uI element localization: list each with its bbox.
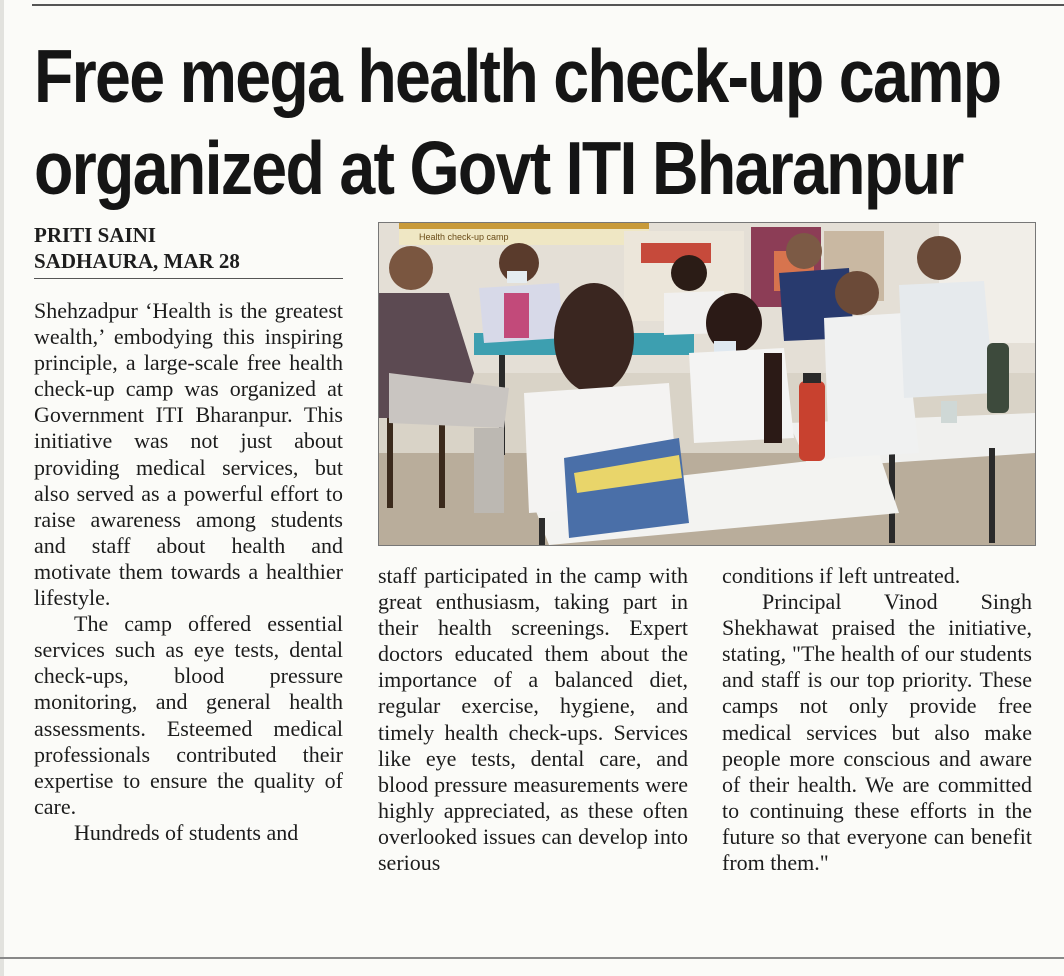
headline (34, 30, 1001, 214)
article-paragraph: conditions if left untreated. (722, 563, 961, 588)
headline-line-2: organized at Govt ITI Bharanpur (34, 126, 963, 210)
byline-author: PRITI SAINI (34, 223, 156, 247)
article-paragraph: The camp offered essential services such as eye tests, dental check-ups, blood pressure monitoring, and general health assessments. Esteemed medical professionals contributed their expertise to ensure the quality of care. (34, 611, 343, 819)
photo-banner-text: Health check-up camp (419, 232, 509, 242)
byline-rule (34, 278, 343, 279)
page-edge (0, 0, 4, 976)
article-column-3 (722, 563, 1032, 876)
top-rule (32, 4, 1064, 6)
news-photo (378, 222, 1036, 546)
article-paragraph: Shehzadpur ‘Health is the greatest wealth,’ embodying this inspiring principle, a large-scale free health check-up camp was organized at Government ITI Bharanpur. This initiative was not just about providing medical services, but also served as a powerful effort to raise awareness among students and staff about health and motivate them towards a healthier lifestyle. (34, 298, 343, 611)
bottom-rule (0, 957, 1064, 959)
article-paragraph: staff participated in the camp with great enthusiasm, taking part in their health screenings. Expert doctors educated them about the importance of a balanced diet, regular exercise, hygiene, and timely health check-ups. Services like eye tests, dental care, and blood pressure measurements were highly appreciated, as these often overlooked issues can develop into serious (378, 563, 688, 876)
article-column-1 (34, 298, 343, 846)
byline (34, 222, 342, 274)
headline-line-1: Free mega health check-up camp (34, 34, 1001, 118)
article-column-2 (378, 563, 688, 876)
article-paragraph: Principal Vinod Singh Shekhawat praised the initiative, stating, "The health of our students and staff is our top priority. These camps not only provide free medical services but also make people more conscious and aware of their health. We are committed to continuing these efforts in the future so that everyone can benefit from them." (722, 589, 1032, 876)
article-paragraph: Hundreds of students and (74, 819, 299, 845)
byline-dateline: SADHAURA, MAR 28 (34, 249, 240, 273)
photo-illustration (379, 223, 1035, 545)
